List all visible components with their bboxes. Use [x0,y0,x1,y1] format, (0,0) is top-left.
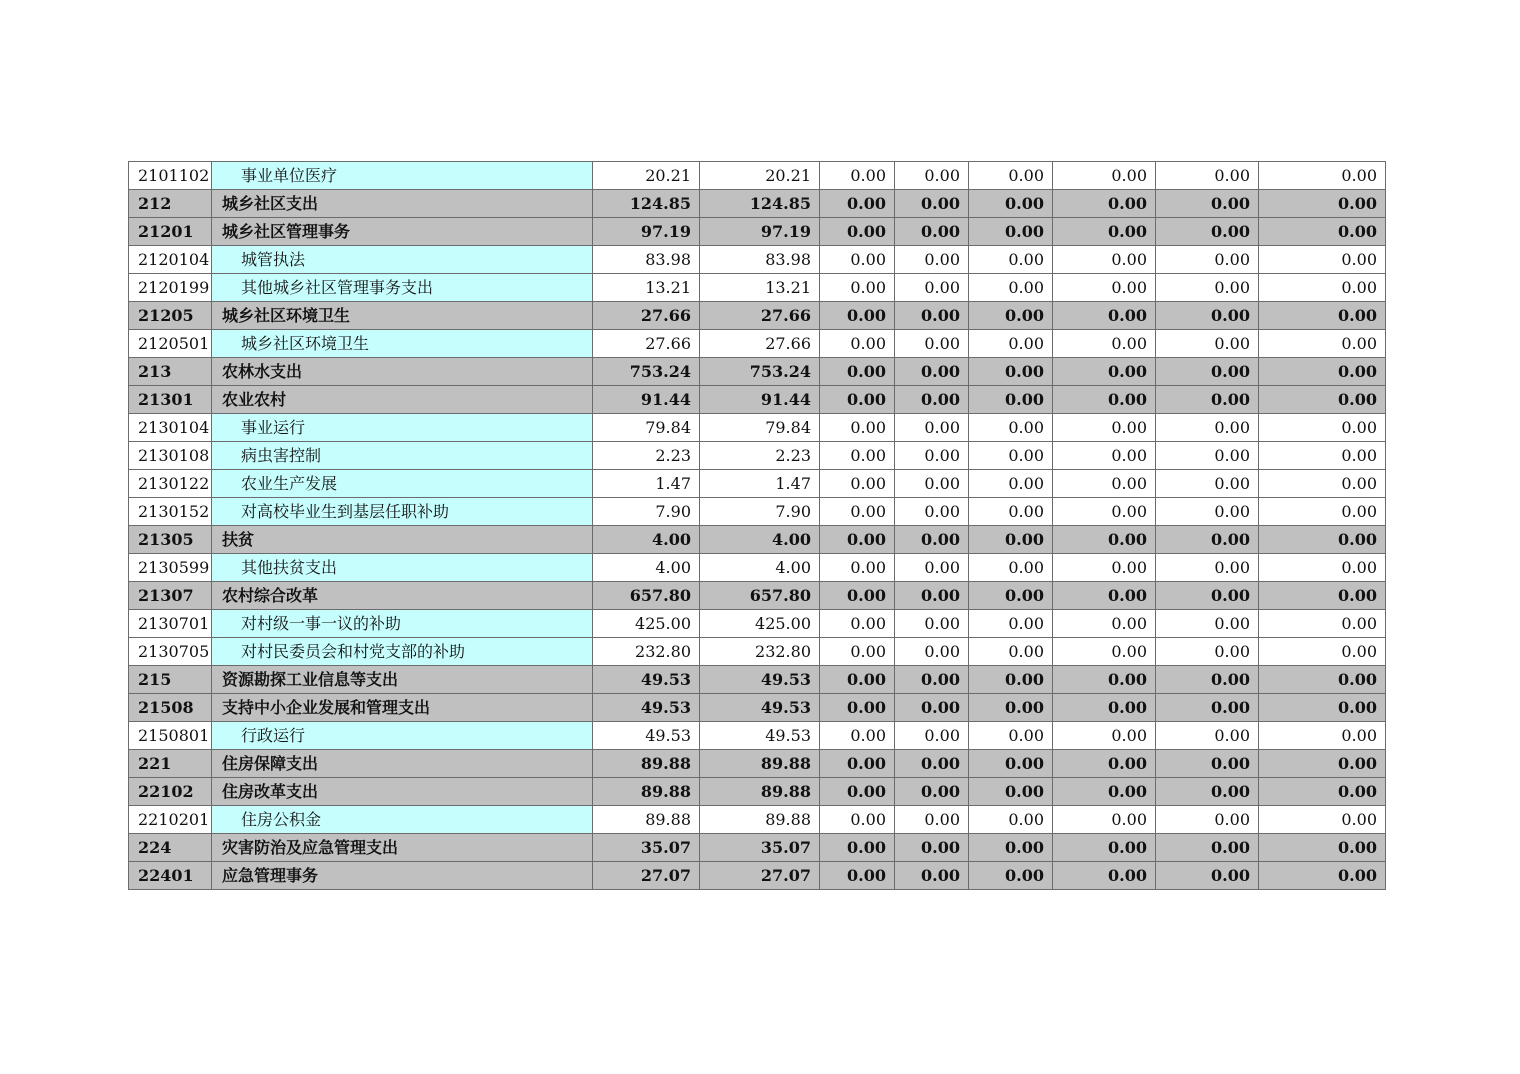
row-name: 农林水支出 [212,358,593,386]
row-value-col-6: 0.00 [1053,862,1156,890]
table-row [129,246,1386,274]
row-value-col-7: 0.00 [1156,582,1259,610]
row-value-col-5: 0.00 [969,722,1053,750]
row-value-col-7: 0.00 [1156,554,1259,582]
row-value-col-2: 1.47 [700,470,820,498]
row-value-col-2: 79.84 [700,414,820,442]
row-name: 对村级一事一议的补助 [212,610,593,638]
row-code: 21205 [129,302,212,330]
row-code: 22401 [129,862,212,890]
row-value-col-1: 425.00 [593,610,700,638]
row-value-col-7: 0.00 [1156,778,1259,806]
table-row [129,274,1386,302]
row-value-col-8: 0.00 [1259,526,1386,554]
row-value-col-8: 0.00 [1259,750,1386,778]
row-value-col-5: 0.00 [969,246,1053,274]
row-value-col-1: 49.53 [593,722,700,750]
table-row [129,330,1386,358]
row-value-col-3: 0.00 [820,246,895,274]
row-value-col-1: 83.98 [593,246,700,274]
row-value-col-7: 0.00 [1156,190,1259,218]
row-value-col-4: 0.00 [895,834,969,862]
row-name: 行政运行 [212,722,593,750]
row-value-col-4: 0.00 [895,190,969,218]
row-value-col-8: 0.00 [1259,722,1386,750]
row-code: 2130705 [129,638,212,666]
row-value-col-6: 0.00 [1053,162,1156,190]
row-value-col-7: 0.00 [1156,526,1259,554]
row-value-col-3: 0.00 [820,274,895,302]
row-value-col-5: 0.00 [969,302,1053,330]
row-value-col-4: 0.00 [895,778,969,806]
row-name: 城乡社区管理事务 [212,218,593,246]
row-value-col-2: 49.53 [700,722,820,750]
row-value-col-3: 0.00 [820,218,895,246]
row-value-col-6: 0.00 [1053,554,1156,582]
row-value-col-6: 0.00 [1053,414,1156,442]
row-value-col-1: 97.19 [593,218,700,246]
row-value-col-7: 0.00 [1156,386,1259,414]
row-value-col-2: 97.19 [700,218,820,246]
row-name: 住房公积金 [212,806,593,834]
row-value-col-8: 0.00 [1259,330,1386,358]
row-value-col-7: 0.00 [1156,862,1259,890]
table-row [129,218,1386,246]
row-value-col-6: 0.00 [1053,610,1156,638]
row-code: 2150801 [129,722,212,750]
row-value-col-2: 83.98 [700,246,820,274]
row-value-col-5: 0.00 [969,386,1053,414]
table-row [129,470,1386,498]
row-value-col-7: 0.00 [1156,162,1259,190]
row-value-col-2: 27.07 [700,862,820,890]
row-value-col-5: 0.00 [969,218,1053,246]
row-value-col-1: 49.53 [593,694,700,722]
row-value-col-8: 0.00 [1259,218,1386,246]
row-value-col-5: 0.00 [969,834,1053,862]
row-value-col-3: 0.00 [820,666,895,694]
row-value-col-1: 4.00 [593,554,700,582]
row-value-col-8: 0.00 [1259,414,1386,442]
row-name: 住房改革支出 [212,778,593,806]
row-name: 应急管理事务 [212,862,593,890]
row-value-col-7: 0.00 [1156,302,1259,330]
row-code: 224 [129,834,212,862]
table-row [129,526,1386,554]
row-value-col-4: 0.00 [895,330,969,358]
row-value-col-1: 27.07 [593,862,700,890]
row-code: 21305 [129,526,212,554]
row-code: 21508 [129,694,212,722]
row-value-col-4: 0.00 [895,498,969,526]
row-value-col-6: 0.00 [1053,358,1156,386]
row-value-col-8: 0.00 [1259,554,1386,582]
row-value-col-1: 27.66 [593,330,700,358]
row-value-col-2: 89.88 [700,750,820,778]
row-value-col-4: 0.00 [895,750,969,778]
row-value-col-6: 0.00 [1053,722,1156,750]
row-value-col-2: 49.53 [700,666,820,694]
row-value-col-3: 0.00 [820,498,895,526]
row-value-col-5: 0.00 [969,806,1053,834]
row-value-col-4: 0.00 [895,358,969,386]
row-value-col-3: 0.00 [820,582,895,610]
row-value-col-1: 35.07 [593,834,700,862]
row-value-col-4: 0.00 [895,610,969,638]
row-value-col-6: 0.00 [1053,330,1156,358]
row-value-col-1: 657.80 [593,582,700,610]
row-code: 221 [129,750,212,778]
row-value-col-8: 0.00 [1259,806,1386,834]
row-code: 2120199 [129,274,212,302]
row-value-col-3: 0.00 [820,162,895,190]
row-value-col-6: 0.00 [1053,442,1156,470]
row-value-col-5: 0.00 [969,862,1053,890]
row-value-col-2: 20.21 [700,162,820,190]
row-value-col-1: 20.21 [593,162,700,190]
table-row [129,806,1386,834]
row-code: 2130122 [129,470,212,498]
row-value-col-7: 0.00 [1156,694,1259,722]
row-value-col-2: 89.88 [700,778,820,806]
row-code: 21307 [129,582,212,610]
table-row [129,554,1386,582]
row-value-col-8: 0.00 [1259,190,1386,218]
row-value-col-6: 0.00 [1053,666,1156,694]
row-value-col-1: 1.47 [593,470,700,498]
row-value-col-4: 0.00 [895,414,969,442]
row-value-col-7: 0.00 [1156,806,1259,834]
row-value-col-5: 0.00 [969,414,1053,442]
table-row [129,582,1386,610]
row-name: 灾害防治及应急管理支出 [212,834,593,862]
row-code: 215 [129,666,212,694]
row-value-col-2: 425.00 [700,610,820,638]
row-value-col-3: 0.00 [820,694,895,722]
row-value-col-6: 0.00 [1053,190,1156,218]
row-value-col-1: 27.66 [593,302,700,330]
table-row [129,834,1386,862]
row-name: 支持中小企业发展和管理支出 [212,694,593,722]
row-value-col-8: 0.00 [1259,498,1386,526]
row-value-col-3: 0.00 [820,414,895,442]
table-row [129,666,1386,694]
table-row [129,162,1386,190]
row-value-col-4: 0.00 [895,386,969,414]
row-code: 2130701 [129,610,212,638]
row-name: 其他城乡社区管理事务支出 [212,274,593,302]
row-name: 事业单位医疗 [212,162,593,190]
row-value-col-2: 27.66 [700,302,820,330]
table-row [129,442,1386,470]
row-value-col-8: 0.00 [1259,638,1386,666]
table-row [129,386,1386,414]
row-value-col-5: 0.00 [969,330,1053,358]
row-value-col-5: 0.00 [969,582,1053,610]
row-code: 21301 [129,386,212,414]
row-code: 2130152 [129,498,212,526]
row-name: 农业生产发展 [212,470,593,498]
row-name: 病虫害控制 [212,442,593,470]
table-row [129,694,1386,722]
row-value-col-8: 0.00 [1259,470,1386,498]
row-name: 事业运行 [212,414,593,442]
table-row [129,638,1386,666]
row-value-col-3: 0.00 [820,442,895,470]
row-value-col-6: 0.00 [1053,274,1156,302]
row-value-col-7: 0.00 [1156,722,1259,750]
row-value-col-5: 0.00 [969,470,1053,498]
row-value-col-4: 0.00 [895,722,969,750]
row-code: 213 [129,358,212,386]
row-value-col-3: 0.00 [820,554,895,582]
row-value-col-2: 35.07 [700,834,820,862]
table-row [129,610,1386,638]
row-value-col-5: 0.00 [969,610,1053,638]
row-value-col-3: 0.00 [820,610,895,638]
row-value-col-7: 0.00 [1156,414,1259,442]
row-name: 农村综合改革 [212,582,593,610]
row-value-col-5: 0.00 [969,274,1053,302]
row-value-col-3: 0.00 [820,526,895,554]
table-row [129,358,1386,386]
row-value-col-8: 0.00 [1259,778,1386,806]
row-value-col-1: 89.88 [593,778,700,806]
row-value-col-4: 0.00 [895,274,969,302]
row-value-col-4: 0.00 [895,470,969,498]
row-value-col-3: 0.00 [820,190,895,218]
row-code: 2120501 [129,330,212,358]
row-value-col-5: 0.00 [969,526,1053,554]
row-code: 212 [129,190,212,218]
row-name: 城乡社区环境卫生 [212,302,593,330]
row-value-col-8: 0.00 [1259,246,1386,274]
row-value-col-8: 0.00 [1259,162,1386,190]
row-value-col-7: 0.00 [1156,246,1259,274]
row-value-col-6: 0.00 [1053,302,1156,330]
row-value-col-5: 0.00 [969,666,1053,694]
row-value-col-1: 91.44 [593,386,700,414]
row-value-col-7: 0.00 [1156,218,1259,246]
row-value-col-2: 27.66 [700,330,820,358]
row-value-col-6: 0.00 [1053,806,1156,834]
row-value-col-7: 0.00 [1156,442,1259,470]
row-value-col-6: 0.00 [1053,470,1156,498]
row-value-col-3: 0.00 [820,470,895,498]
row-name: 城管执法 [212,246,593,274]
row-value-col-7: 0.00 [1156,666,1259,694]
row-value-col-8: 0.00 [1259,442,1386,470]
row-name: 其他扶贫支出 [212,554,593,582]
table-body [129,162,1386,890]
row-value-col-2: 232.80 [700,638,820,666]
row-value-col-8: 0.00 [1259,302,1386,330]
row-value-col-8: 0.00 [1259,610,1386,638]
budget-table [128,161,1386,890]
row-value-col-4: 0.00 [895,246,969,274]
row-value-col-1: 13.21 [593,274,700,302]
row-name: 城乡社区环境卫生 [212,330,593,358]
row-value-col-1: 49.53 [593,666,700,694]
row-value-col-3: 0.00 [820,806,895,834]
row-value-col-2: 91.44 [700,386,820,414]
row-value-col-1: 4.00 [593,526,700,554]
row-value-col-8: 0.00 [1259,358,1386,386]
row-code: 2210201 [129,806,212,834]
table-row [129,722,1386,750]
row-value-col-2: 4.00 [700,554,820,582]
row-value-col-2: 89.88 [700,806,820,834]
row-value-col-5: 0.00 [969,442,1053,470]
row-value-col-8: 0.00 [1259,274,1386,302]
row-name: 对村民委员会和村党支部的补助 [212,638,593,666]
row-code: 21201 [129,218,212,246]
row-value-col-3: 0.00 [820,778,895,806]
row-code: 2120104 [129,246,212,274]
table-row [129,414,1386,442]
row-value-col-7: 0.00 [1156,638,1259,666]
table-row [129,862,1386,890]
row-value-col-7: 0.00 [1156,330,1259,358]
row-value-col-5: 0.00 [969,750,1053,778]
row-value-col-2: 13.21 [700,274,820,302]
row-value-col-6: 0.00 [1053,582,1156,610]
row-value-col-4: 0.00 [895,526,969,554]
row-value-col-1: 753.24 [593,358,700,386]
row-value-col-1: 89.88 [593,750,700,778]
row-value-col-7: 0.00 [1156,274,1259,302]
row-value-col-7: 0.00 [1156,470,1259,498]
row-value-col-4: 0.00 [895,806,969,834]
row-value-col-5: 0.00 [969,190,1053,218]
row-value-col-8: 0.00 [1259,582,1386,610]
row-name: 扶贫 [212,526,593,554]
row-value-col-4: 0.00 [895,638,969,666]
row-value-col-6: 0.00 [1053,218,1156,246]
row-code: 2130599 [129,554,212,582]
row-code: 2101102 [129,162,212,190]
row-value-col-6: 0.00 [1053,778,1156,806]
row-name: 农业农村 [212,386,593,414]
row-value-col-6: 0.00 [1053,694,1156,722]
row-value-col-6: 0.00 [1053,246,1156,274]
row-value-col-3: 0.00 [820,862,895,890]
row-value-col-3: 0.00 [820,722,895,750]
row-value-col-4: 0.00 [895,862,969,890]
row-value-col-5: 0.00 [969,358,1053,386]
table-row [129,750,1386,778]
row-value-col-4: 0.00 [895,442,969,470]
row-value-col-2: 4.00 [700,526,820,554]
row-code: 22102 [129,778,212,806]
row-value-col-2: 7.90 [700,498,820,526]
row-value-col-4: 0.00 [895,302,969,330]
row-value-col-3: 0.00 [820,386,895,414]
row-value-col-5: 0.00 [969,498,1053,526]
row-value-col-1: 232.80 [593,638,700,666]
row-value-col-4: 0.00 [895,666,969,694]
row-value-col-7: 0.00 [1156,834,1259,862]
row-value-col-8: 0.00 [1259,834,1386,862]
row-value-col-3: 0.00 [820,330,895,358]
row-value-col-5: 0.00 [969,638,1053,666]
row-name: 住房保障支出 [212,750,593,778]
table-row [129,190,1386,218]
row-value-col-8: 0.00 [1259,386,1386,414]
row-value-col-3: 0.00 [820,638,895,666]
row-value-col-6: 0.00 [1053,834,1156,862]
row-value-col-2: 124.85 [700,190,820,218]
row-value-col-8: 0.00 [1259,862,1386,890]
row-value-col-2: 49.53 [700,694,820,722]
row-value-col-7: 0.00 [1156,610,1259,638]
row-value-col-8: 0.00 [1259,694,1386,722]
row-value-col-1: 89.88 [593,806,700,834]
row-value-col-2: 657.80 [700,582,820,610]
row-value-col-6: 0.00 [1053,386,1156,414]
row-value-col-7: 0.00 [1156,750,1259,778]
row-value-col-5: 0.00 [969,694,1053,722]
row-value-col-1: 2.23 [593,442,700,470]
row-name: 资源勘探工业信息等支出 [212,666,593,694]
row-value-col-7: 0.00 [1156,358,1259,386]
row-value-col-5: 0.00 [969,554,1053,582]
row-value-col-6: 0.00 [1053,526,1156,554]
row-value-col-7: 0.00 [1156,498,1259,526]
row-value-col-6: 0.00 [1053,498,1156,526]
row-value-col-1: 79.84 [593,414,700,442]
row-value-col-3: 0.00 [820,750,895,778]
row-value-col-3: 0.00 [820,302,895,330]
row-value-col-5: 0.00 [969,162,1053,190]
row-value-col-3: 0.00 [820,358,895,386]
row-value-col-4: 0.00 [895,554,969,582]
table-row [129,302,1386,330]
row-value-col-1: 124.85 [593,190,700,218]
row-value-col-6: 0.00 [1053,638,1156,666]
row-value-col-2: 753.24 [700,358,820,386]
row-value-col-5: 0.00 [969,778,1053,806]
row-value-col-4: 0.00 [895,582,969,610]
row-code: 2130108 [129,442,212,470]
table-row [129,778,1386,806]
row-value-col-3: 0.00 [820,834,895,862]
row-value-col-8: 0.00 [1259,666,1386,694]
row-name: 城乡社区支出 [212,190,593,218]
row-value-col-2: 2.23 [700,442,820,470]
row-value-col-4: 0.00 [895,162,969,190]
row-value-col-4: 0.00 [895,694,969,722]
row-value-col-1: 7.90 [593,498,700,526]
table-row [129,498,1386,526]
row-name: 对高校毕业生到基层任职补助 [212,498,593,526]
row-value-col-4: 0.00 [895,218,969,246]
row-value-col-6: 0.00 [1053,750,1156,778]
row-code: 2130104 [129,414,212,442]
